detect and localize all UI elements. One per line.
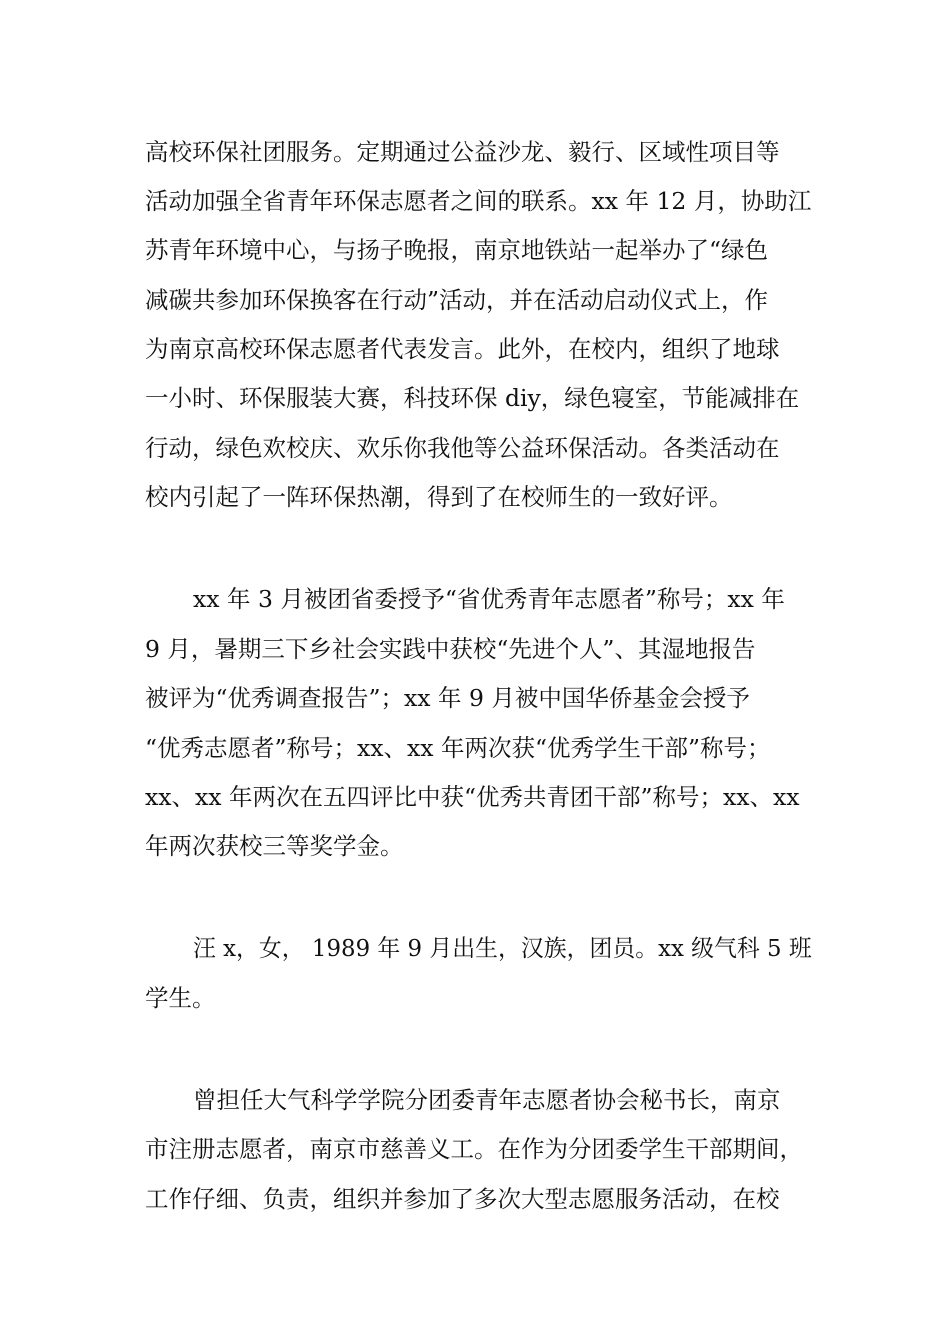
paragraph-line: 苏青年环境中心，与扬子晚报，南京地铁站一起举办了“绿色	[145, 236, 769, 264]
paragraph-line: “优秀志愿者”称号；xx、xx 年两次获“优秀学生干部”称号；	[145, 734, 771, 762]
paragraph-line: 校内引起了一阵环保热潮，得到了在校师生的一致好评。	[145, 483, 733, 511]
paragraph-line: 行动，绿色欢校庆、欢乐你我他等公益环保活动。各类活动在	[145, 434, 780, 462]
paragraph-line: 减碳共参加环保换客在行动”活动，并在活动启动仪式上，作	[145, 286, 769, 314]
paragraph-line: 工作仔细、负责，组织并参加了多次大型志愿服务活动，在校	[145, 1185, 780, 1213]
paragraph-line: 学生。	[145, 984, 216, 1012]
paragraph-line: 活动加强全省青年环保志愿者之间的联系。xx 年 12 月，协助江	[145, 187, 812, 215]
paragraph-line: 高校环保社团服务。定期通过公益沙龙、毅行、区域性项目等	[145, 138, 780, 166]
paragraph-line: 汪 x，女， 1989 年 9 月出生，汉族，团员。xx 级气科 5 班	[193, 934, 812, 962]
paragraph-line: 为南京高校环保志愿者代表发言。此外，在校内，组织了地球	[145, 335, 780, 363]
paragraph-line: 一小时、环保服装大赛，科技环保 diy，绿色寝室，节能减排在	[145, 384, 800, 412]
paragraph-line: xx 年 3 月被团省委授予“省优秀青年志愿者”称号；xx 年	[193, 585, 785, 613]
paragraph-line: 曾担任大气科学学院分团委青年志愿者协会秘书长，南京	[193, 1086, 781, 1114]
paragraph-line: 被评为“优秀调查报告”；xx 年 9 月被中国华侨基金会授予	[145, 684, 750, 712]
paragraph-line: 年两次获校三等奖学金。	[145, 832, 404, 860]
paragraph-line: xx、xx 年两次在五四评比中获“优秀共青团干部”称号；xx、xx	[145, 783, 800, 811]
paragraph-line: 市注册志愿者，南京市慈善义工。在作为分团委学生干部期间，	[145, 1135, 803, 1163]
paragraph-line: 9 月，暑期三下乡社会实践中获校“先进个人”、其湿地报告	[145, 635, 756, 663]
